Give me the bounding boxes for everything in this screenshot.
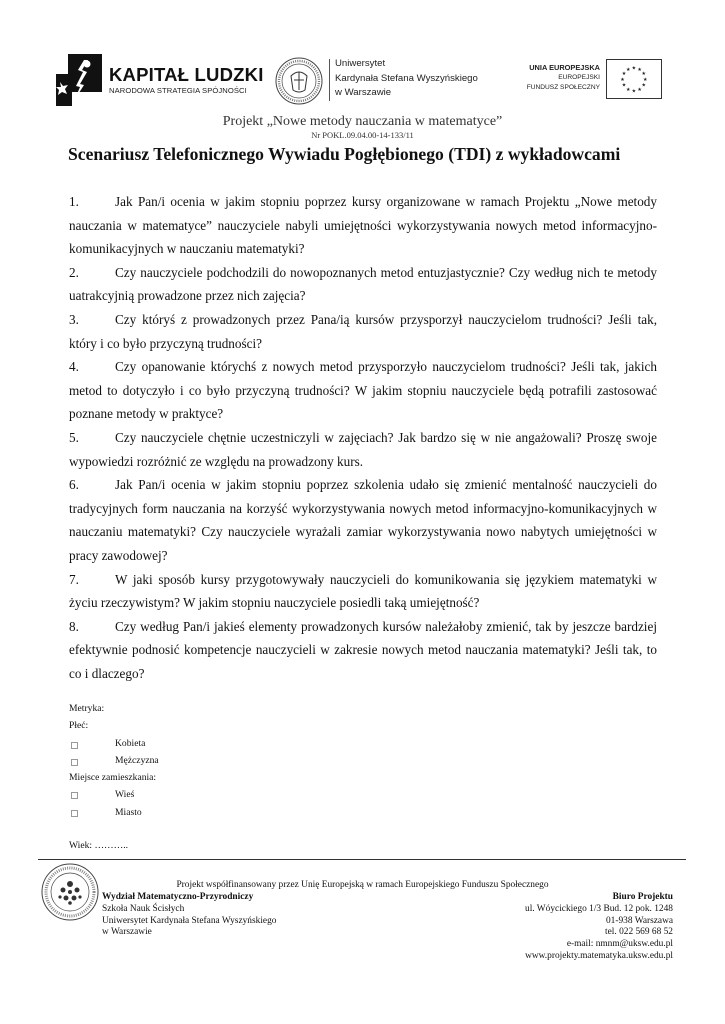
- residence-option-checkbox[interactable]: [71, 810, 78, 817]
- faculty-address: [102, 892, 276, 939]
- question-list: [69, 190, 657, 685]
- question-text: Czy opanowanie którychś z nowych metod przysporzyło nauczycielom trudności? Jeśli tak, jakich metod to dotyczyło i co było przyczyną trudności? W jakim stopniu nauczyciele będą potrafili zastosować poznane metody w praktyce?: [69, 359, 657, 422]
- eu-star-icon: ★: [637, 86, 643, 93]
- question-number: 3.: [69, 311, 79, 327]
- eu-star-icon: ★: [631, 88, 637, 95]
- eu-star-icon: ★: [637, 67, 643, 74]
- eu-star-icon: ★: [643, 76, 648, 83]
- office-street: ul. Wóycickiego 1/3 Bud. 12 pok. 1248: [525, 903, 673, 914]
- office-name: Biuro Projektu: [612, 892, 673, 902]
- cofinance-note: Projekt współfinansowany przez Unię Europejską w ramach Europejskiego Funduszu Społecznego: [176, 880, 549, 890]
- university-name: Uniwersytet Kardynała Stefana Wyszyńskiego: [102, 915, 277, 926]
- eu-line-2: EUROPEJSKI: [558, 74, 600, 81]
- eu-star-icon: ★: [621, 71, 627, 78]
- gender-option-label: Mężczyzna: [115, 755, 159, 766]
- kapital-ludzki-mark-icon: [56, 54, 102, 106]
- eu-star-icon: ★: [625, 67, 631, 74]
- office-website[interactable]: www.projekty.matematyka.uksw.edu.pl: [525, 950, 673, 961]
- question-text: W jaki sposób kursy przygotowywały nauczycieli do komunikowania się językiem matematyki w życiu rzeczywistym? W jakim stopniu nauczyciele posiedli taką umiejętność?: [69, 571, 657, 611]
- age-field[interactable]: Wiek: ………..: [69, 840, 129, 851]
- document-title: Scenariusz Telefonicznego Wywiadu Pogłębionego (TDI) z wykładowcami: [68, 144, 621, 164]
- question-number: 7.: [69, 571, 79, 587]
- question-item: [69, 426, 657, 473]
- question-text: Czy według Pan/i jakieś elementy prowadzonych kursów należałoby zmienić, tak by jeszcze bardziej efektywnie podnosić kompetencje nauczycieli w zakresie nowych metod nauczania matematyki? Jeśli tak, to co i dlaczego?: [69, 618, 657, 681]
- kapital-ludzki-subtitle: NARODOWA STRATEGIA SPÓJNOŚCI: [109, 86, 247, 95]
- question-item: [69, 615, 657, 686]
- question-item: [69, 308, 657, 355]
- residence-option-label: Wieś: [115, 789, 135, 800]
- eu-star-icon: ★: [641, 71, 647, 78]
- question-item: [69, 355, 657, 426]
- residence-label: Miejsce zamieszkania:: [69, 772, 157, 783]
- residence-option-label: Miasto: [115, 807, 142, 818]
- eu-star-icon: ★: [641, 82, 647, 89]
- question-item: [69, 568, 657, 615]
- question-item: [69, 261, 657, 308]
- question-text: Czy nauczyciele podchodzili do nowopoznanych metod entuzjastycznie? Czy według nich te metody uatrakcyjnią prowadzone przez nich zajęcia?: [69, 264, 657, 304]
- question-number: 8.: [69, 618, 79, 634]
- gender-label: Płeć:: [69, 720, 89, 731]
- office-postal: 01-938 Warszawa: [605, 915, 673, 926]
- gender-option-checkbox[interactable]: [71, 742, 78, 749]
- eu-star-icon: ★: [621, 82, 627, 89]
- eu-line-1: UNIA EUROPEJSKA: [529, 63, 600, 72]
- footer-divider: [38, 859, 686, 860]
- faculty-name: Wydział Matematyczno-Przyrodniczy: [102, 892, 254, 902]
- gender-option-label: Kobieta: [115, 738, 146, 749]
- eu-logo: [516, 59, 662, 101]
- eu-star-icon: ★: [625, 86, 631, 93]
- kapital-ludzki-logo: [56, 52, 264, 108]
- university-seal-icon: [274, 56, 324, 106]
- eu-star-icon: ★: [620, 76, 625, 83]
- kapital-ludzki-title: KAPITAŁ LUDZKI: [109, 64, 264, 85]
- question-number: 4.: [69, 359, 79, 375]
- question-number: 2.: [69, 264, 79, 280]
- question-number: 1.: [69, 194, 79, 209]
- faculty-seal-icon: [40, 862, 100, 922]
- gender-option-checkbox[interactable]: [71, 759, 78, 766]
- question-number: 6.: [69, 477, 79, 493]
- eu-name: [516, 63, 600, 93]
- uksw-line-3: w Warszawie: [335, 87, 392, 98]
- university-city: w Warszawie: [102, 927, 152, 938]
- project-office-contact: [525, 892, 673, 963]
- question-number: 5.: [69, 429, 79, 445]
- office-email[interactable]: e-mail: nmnm@uksw.edu.pl: [566, 939, 673, 950]
- uksw-divider: [329, 59, 330, 101]
- question-text: Jak Pan/i ocenia w jakim stopniu poprzez kursy organizowane w ramach Projektu „Nowe metody nauczania w matematyce” nauczyciele nabyli umiejętności wykorzystywania nowych metod informacyjno-komunikacyjnych w nauczaniu matematyki?: [69, 194, 657, 257]
- uksw-line-2: Kardynała Stefana Wyszyńskiego: [335, 72, 478, 84]
- question-text: Jak Pan/i ocenia w jakim stopniu poprzez szkolenia udało się zmienić mentalność nauczycieli do tradycyjnych form nauczania na korzyść wykorzystywania nowych metod informacyjno-komunikacyjnych w nauczaniu matematyki? Czy nauczyciele wyrażali zamiar wykorzystywania nowo nabytych umiejętności w pracy zawodowej?: [69, 477, 657, 563]
- school-name: Szkoła Nauk Ścisłych: [102, 903, 185, 914]
- project-number: Nr POKL.09.04.00-14-133/11: [311, 130, 414, 140]
- project-name: Projekt „Nowe metody nauczania w matematyce”: [222, 114, 503, 129]
- question-item: [69, 473, 657, 567]
- eu-line-3: FUNDUSZ SPOŁECZNY: [526, 84, 600, 91]
- question-text: Czy któryś z prowadzonych przez Pana/ią kursów przysporzył nauczycielom trudności? Jeśli tak, który i co było przyczyną trudności?: [69, 311, 657, 351]
- metrics-heading: Metryka:: [69, 703, 105, 714]
- uksw-name: [335, 57, 478, 101]
- question-text: Czy nauczyciele chętnie uczestniczyli w zajęciach? Jak bardzo się w nie angażowali? Proszę swoje wypowiedzi rozróżnić ze względu na prowadzony kurs.: [69, 429, 657, 469]
- question-item: [69, 190, 657, 261]
- office-phone: tel. 022 569 68 52: [605, 927, 673, 938]
- uksw-logo: [274, 56, 494, 106]
- eu-flag-icon: [606, 59, 662, 99]
- residence-option-checkbox[interactable]: [71, 792, 78, 799]
- eu-star-icon: ★: [631, 65, 637, 72]
- uksw-line-1: Uniwersytet: [335, 58, 386, 69]
